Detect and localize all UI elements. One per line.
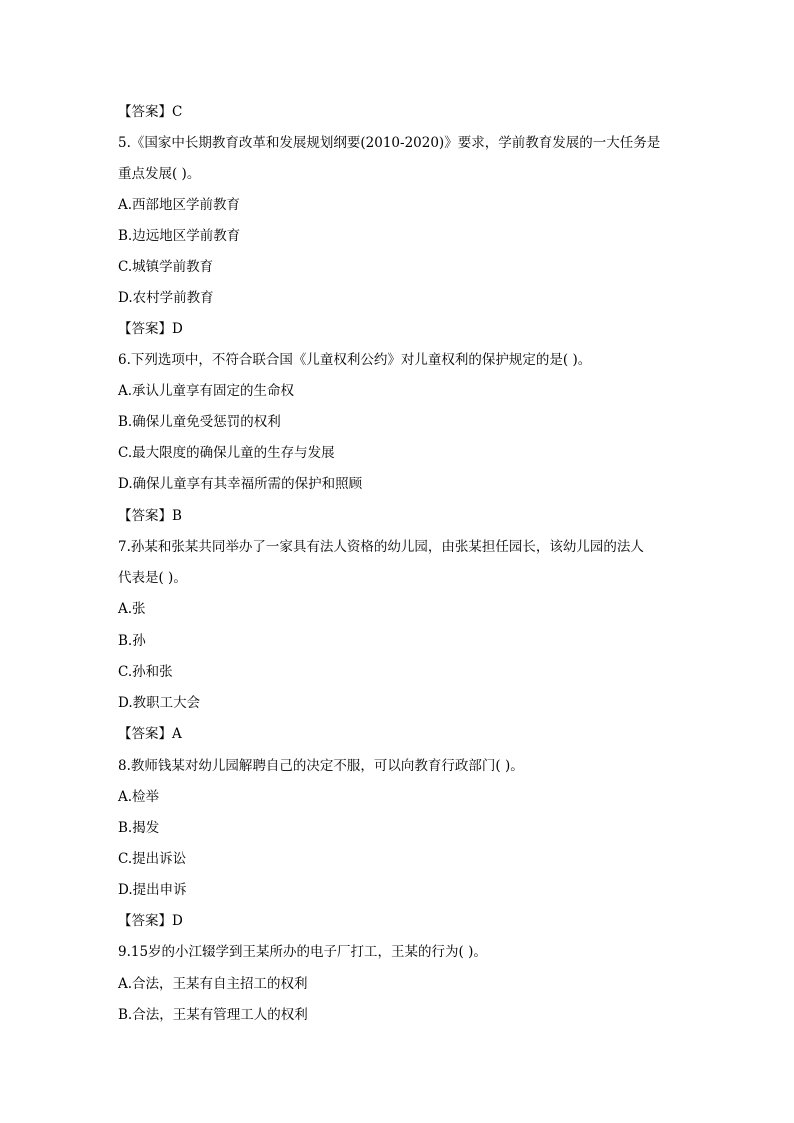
answer-line: 【答案】B [118,508,182,524]
question-5-text-cont: 重点发展( )。 [118,166,201,182]
question-7-text: 7.孙某和张某共同举办了一家具有法人资格的幼儿园，由张某担任园长，该幼儿园的法人 [118,539,644,555]
option-a: A.检举 [118,789,160,805]
question-6-text: 6.下列选项中，不符合联合国《儿童权利公约》对儿童权利的保护规定的是( )。 [118,352,592,368]
option-a: A.西部地区学前教育 [118,197,241,213]
option-c: C.孙和张 [118,664,173,680]
question-9-text: 9.15岁的小江辍学到王某所办的电子厂打工，王某的行为( )。 [118,944,487,960]
option-d: D.农村学前教育 [118,290,214,306]
answer-line: 【答案】D [118,913,183,929]
option-a: A.合法，王某有自主招工的权利 [118,976,308,992]
option-d: D.提出申诉 [118,882,187,898]
option-b: B.合法，王某有管理工人的权利 [118,1007,308,1023]
question-8-text: 8.教师钱某对幼儿园解聘自己的决定不服，可以向教育行政部门( )。 [118,758,524,774]
question-5-text: 5.《国家中长期教育改革和发展规划纲要(2010-2020)》要求，学前教育发展的一大任务是 [118,135,661,151]
option-a: A.承认儿童享有固定的生命权 [118,383,295,399]
option-c: C.城镇学前教育 [118,259,214,275]
option-c: C.提出诉讼 [118,851,187,867]
option-a: A.张 [118,601,146,617]
option-b: B.孙 [118,633,146,649]
option-b: B.确保儿童免受惩罚的权利 [118,414,281,430]
answer-line: 【答案】D [118,321,183,337]
option-b: B.边远地区学前教育 [118,228,241,244]
option-c: C.最大限度的确保儿童的生存与发展 [118,445,335,461]
answer-line: 【答案】A [118,726,182,742]
option-b: B.揭发 [118,820,160,836]
option-d: D.确保儿童享有其幸福所需的保护和照顾 [118,476,363,492]
question-7-text-cont: 代表是( )。 [118,570,187,586]
answer-line: 【答案】C [118,104,183,120]
option-d: D.教职工大会 [118,695,201,711]
